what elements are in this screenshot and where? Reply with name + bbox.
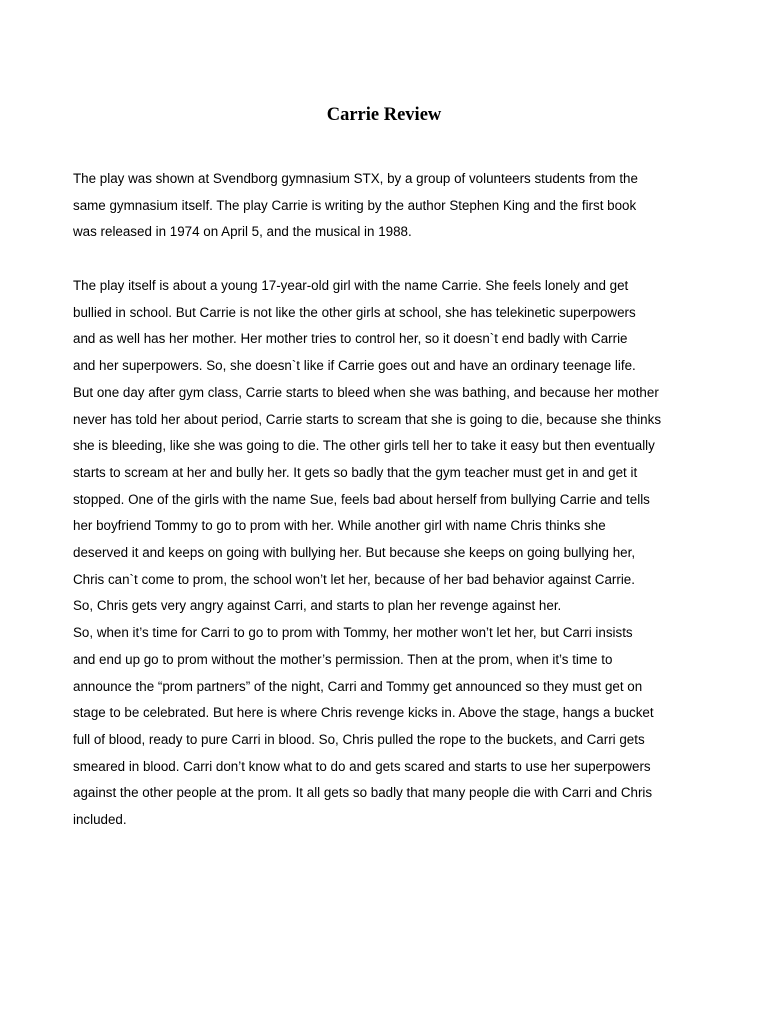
- text-line: and end up go to prom without the mother’s permission. Then at the prom, when it’s time to: [73, 651, 613, 667]
- text-line: bullied in school. But Carrie is not like the other girls at school, she has telekinetic superpowers: [73, 304, 636, 320]
- text-line: and as well has her mother. Her mother tries to control her, so it doesn`t end badly with Carrie: [73, 331, 628, 347]
- text-line: stopped. One of the girls with the name Sue, feels bad about herself from bullying Carrie and tells: [73, 491, 650, 507]
- text-line: So, when it’s time for Carri to go to prom with Tommy, her mother won’t let her, but Carri insists: [73, 625, 633, 641]
- text-line: But one day after gym class, Carrie starts to bleed when she was bathing, and because her mother: [73, 384, 659, 400]
- text-line: deserved it and keeps on going with bullying her. But because she keeps on going bullying her,: [73, 545, 636, 561]
- text-line: starts to scream at her and bully her. It gets so badly that the gym teacher must get in and get it: [73, 464, 638, 480]
- text-line: against the other people at the prom. It all gets so badly that many people die with Carri and Chris: [73, 785, 653, 801]
- text-line: same gymnasium itself. The play Carrie is writing by the author Stephen King and the first book: [73, 197, 637, 213]
- text-line: her boyfriend Tommy to go to prom with her. While another girl with name Chris thinks she: [73, 518, 606, 534]
- text-line: and her superpowers. So, she doesn`t like if Carrie goes out and have an ordinary teenage life.: [73, 358, 636, 374]
- text-line: was released in 1974 on April 5, and the musical in 1988.: [73, 224, 412, 240]
- text-line: Chris can`t come to prom, the school won’t let her, because of her bad behavior against Carrie.: [73, 571, 635, 587]
- text-line: smeared in blood. Carri don’t know what to do and gets scared and starts to use her superpowers: [73, 758, 651, 774]
- text-line: So, Chris gets very angry against Carri, and starts to plan her revenge against her.: [73, 598, 562, 614]
- text-line: The play was shown at Svendborg gymnasium STX, by a group of volunteers students from the: [73, 171, 638, 186]
- text-line: full of blood, ready to pure Carri in blood. So, Chris pulled the rope to the buckets, and Carri gets: [73, 731, 645, 747]
- paragraph-intro: [73, 166, 703, 246]
- document-title: Carrie Review: [326, 105, 442, 125]
- text-line: The play itself is about a young 17-year-old girl with the name Carrie. She feels lonely and get: [73, 278, 629, 293]
- paragraph-plot: [73, 273, 703, 834]
- text-line: included.: [73, 812, 127, 828]
- text-line: announce the “prom partners” of the night, Carri and Tommy get announced so they must get on: [73, 678, 643, 694]
- text-line: never has told her about period, Carrie starts to scream that she is going to die, because she thinks: [73, 411, 662, 427]
- text-line: she is bleeding, like she was going to die. The other girls tell her to take it easy but then eventually: [73, 438, 655, 454]
- text-line: stage to be celebrated. But here is where Chris revenge kicks in. Above the stage, hangs a bucket: [73, 705, 654, 721]
